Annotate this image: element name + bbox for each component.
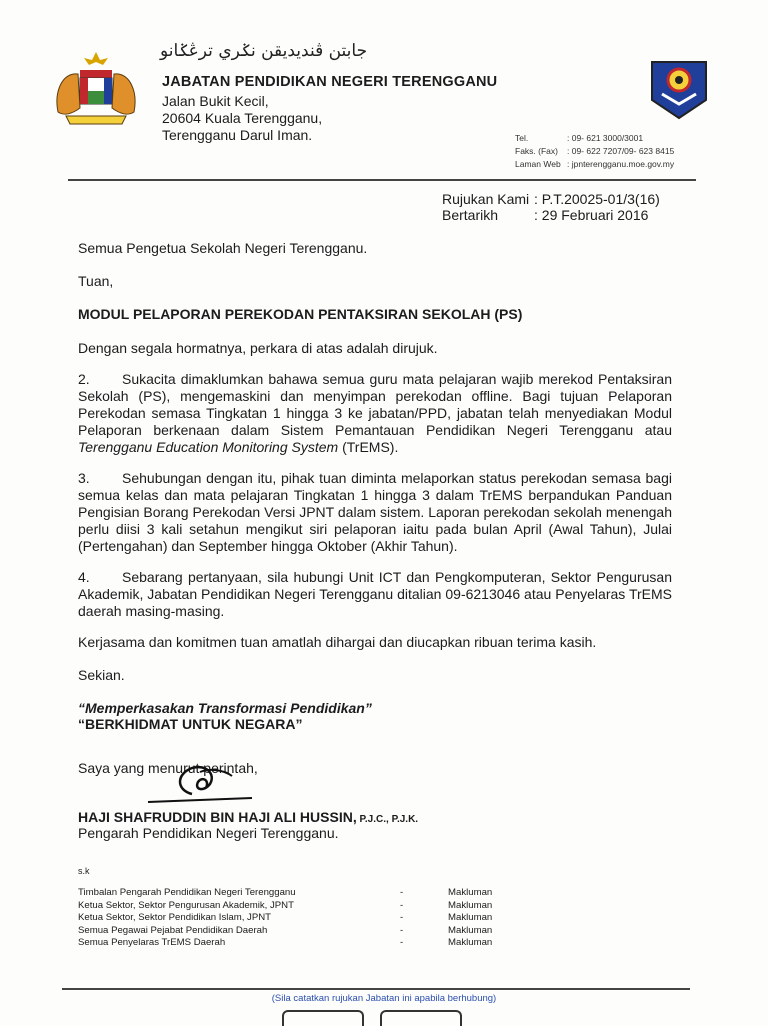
order-line: Saya yang menurut perintah,	[78, 760, 258, 776]
contact-label: Laman Web	[515, 159, 561, 169]
salutation: Tuan,	[78, 273, 114, 289]
signatory-titles: P.J.C., P.J.K.	[356, 814, 419, 825]
cc-row	[78, 900, 498, 913]
header-divider	[68, 179, 696, 181]
cc-row	[78, 887, 498, 900]
opening-line: Dengan segala hormatnya, perkara di atas adalah dirujuk.	[78, 340, 438, 356]
contact-fax	[515, 146, 674, 156]
reference-value: : P.T.20025-01/3(16)	[534, 191, 660, 207]
date-label: Bertarikh	[442, 207, 499, 223]
cc-name: Ketua Sektor, Sektor Pengurusan Akademik, JPNT	[78, 899, 294, 911]
reference-label: Rujukan Kami	[442, 191, 530, 207]
motto-line: “BERKHIDMAT UNTUK NEGARA”	[78, 716, 303, 732]
closing-line: Sekian.	[78, 667, 125, 683]
cc-row	[78, 937, 498, 950]
paragraph-text: Sebarang pertanyaan, sila hubungi Unit ICT dan Pengkomputeran, Sektor Pengurusan Akademik, Jabatan Pendidikan Negeri Terengganu ditalian 09-6213046 atau Penyelaras TrEMS daerah masing-masing.	[78, 569, 672, 619]
cc-action: Makluman	[448, 912, 493, 923]
cc-row	[78, 912, 498, 925]
reference-number	[442, 191, 660, 207]
cc-action: Makluman	[448, 937, 493, 948]
footer-divider	[62, 988, 690, 990]
cc-label: s.k	[78, 866, 90, 876]
contact-value: : jpnterengganu.moe.gov.my	[567, 159, 675, 169]
cc-name: Timbalan Pengarah Pendidikan Negeri Terengganu	[78, 887, 296, 898]
cc-name: Semua Penyelaras TrEMS Daerah	[78, 937, 226, 948]
cc-row	[78, 925, 498, 938]
cc-dash: -	[400, 937, 404, 948]
handwritten-signature	[140, 760, 260, 810]
address-line: Jalan Bukit Kecil,	[162, 93, 269, 109]
subject: MODUL PELAPORAN PEREKODAN PENTAKSIRAN SEKOLAH (PS)	[78, 306, 523, 322]
jawi-department-name: جابتن ڤندیديقن نݢري ترڠݢانو	[160, 41, 368, 61]
paragraph-3	[78, 470, 672, 555]
thanks-line: Kerjasama dan komitmen tuan amatlah dihargai dan diucapkan ribuan terima kasih.	[78, 634, 597, 650]
paragraph-number: 3.	[78, 470, 90, 486]
date-value: : 29 Februari 2016	[534, 207, 649, 223]
address-line: Terengganu Darul Iman.	[162, 127, 313, 143]
cc-dash: -	[400, 899, 404, 911]
cc-action: Makluman	[448, 899, 493, 911]
paragraph-text: Sukacita dimaklumkan bahawa semua guru mata pelajaran wajib merekod Pentaksiran Sekolah (PS), mengemaskini dan menyimpan perekodan offline. Bagi tujuan Pelaporan Perekodan semasa Tingkatan 1 hingga 3 ke jabatan/PPD, jabatan telah menyediakan Modul Pelaporan berkenaan dalam Sistem Pemantauan Pendidikan Negeri Terengganu atau	[78, 371, 672, 438]
cc-action: Makluman	[448, 887, 493, 898]
coat-of-arms-logo	[48, 48, 144, 128]
contact-value: : 09- 622 7207/09- 623 8415	[567, 146, 675, 156]
paragraph-italic-text: Terengganu Education Monitoring System	[78, 439, 339, 455]
paragraph-4	[78, 569, 672, 620]
footer-note: (Sila catatkan rujukan Jabatan ini apabila berhubung)	[271, 993, 497, 1004]
signatory: HAJI SHAFRUDDIN BIN HAJI ALI HUSSIN,	[78, 809, 357, 825]
paragraph-number: 4.	[78, 569, 90, 585]
paragraph-text-end: (TrEMS).	[338, 439, 399, 455]
signatory-position: Pengarah Pendidikan Negeri Terengganu.	[78, 825, 339, 841]
contact-label: Tel.	[515, 133, 529, 143]
motto-line: “Memperkasakan Transformasi Pendidikan”	[78, 700, 372, 716]
cc-dash: -	[400, 912, 404, 923]
cc-name: Ketua Sektor, Sektor Pendidikan Islam, JPNT	[78, 912, 272, 923]
paragraph-text: Sehubungan dengan itu, pihak tuan diminta melaporkan status perekodan semasa bagi semua kelas dan mata pelajaran Tingkatan 1 hingga 3 dalam TrEMS berpandukan Panduan Pengisian Borang Perekodan Versi JPNT dalam sistem. Laporan perekodan sekolah menengah perlu diisi 3 kali setahun mengikut siri pelaporan iaitu pada bulan April (Awal Tahun), Julai (Pertengahan) dan September hingga Oktober (Akhir Tahun).	[78, 470, 672, 554]
cc-list	[78, 887, 498, 950]
department-emblem-logo	[648, 58, 710, 120]
cc-dash: -	[400, 887, 404, 898]
contact-label: Faks. (Fax)	[515, 146, 558, 156]
contact-value: : 09- 621 3000/3001	[567, 133, 644, 143]
cc-name: Semua Pegawai Pejabat Pendidikan Daerah	[78, 924, 268, 936]
recipient: Semua Pengetua Sekolah Negeri Terengganu.	[78, 240, 368, 256]
cc-action: Makluman	[448, 924, 493, 936]
contact-web	[515, 159, 674, 169]
address-line: 20604 Kuala Terengganu,	[162, 110, 323, 126]
paragraph-number: 2.	[78, 371, 90, 387]
department-name: JABATAN PENDIDIKAN NEGERI TERENGGANU	[162, 74, 498, 90]
reference-date	[442, 207, 648, 223]
cc-dash: -	[400, 924, 404, 936]
paragraph-2	[78, 371, 672, 456]
contact-tel	[515, 133, 643, 143]
